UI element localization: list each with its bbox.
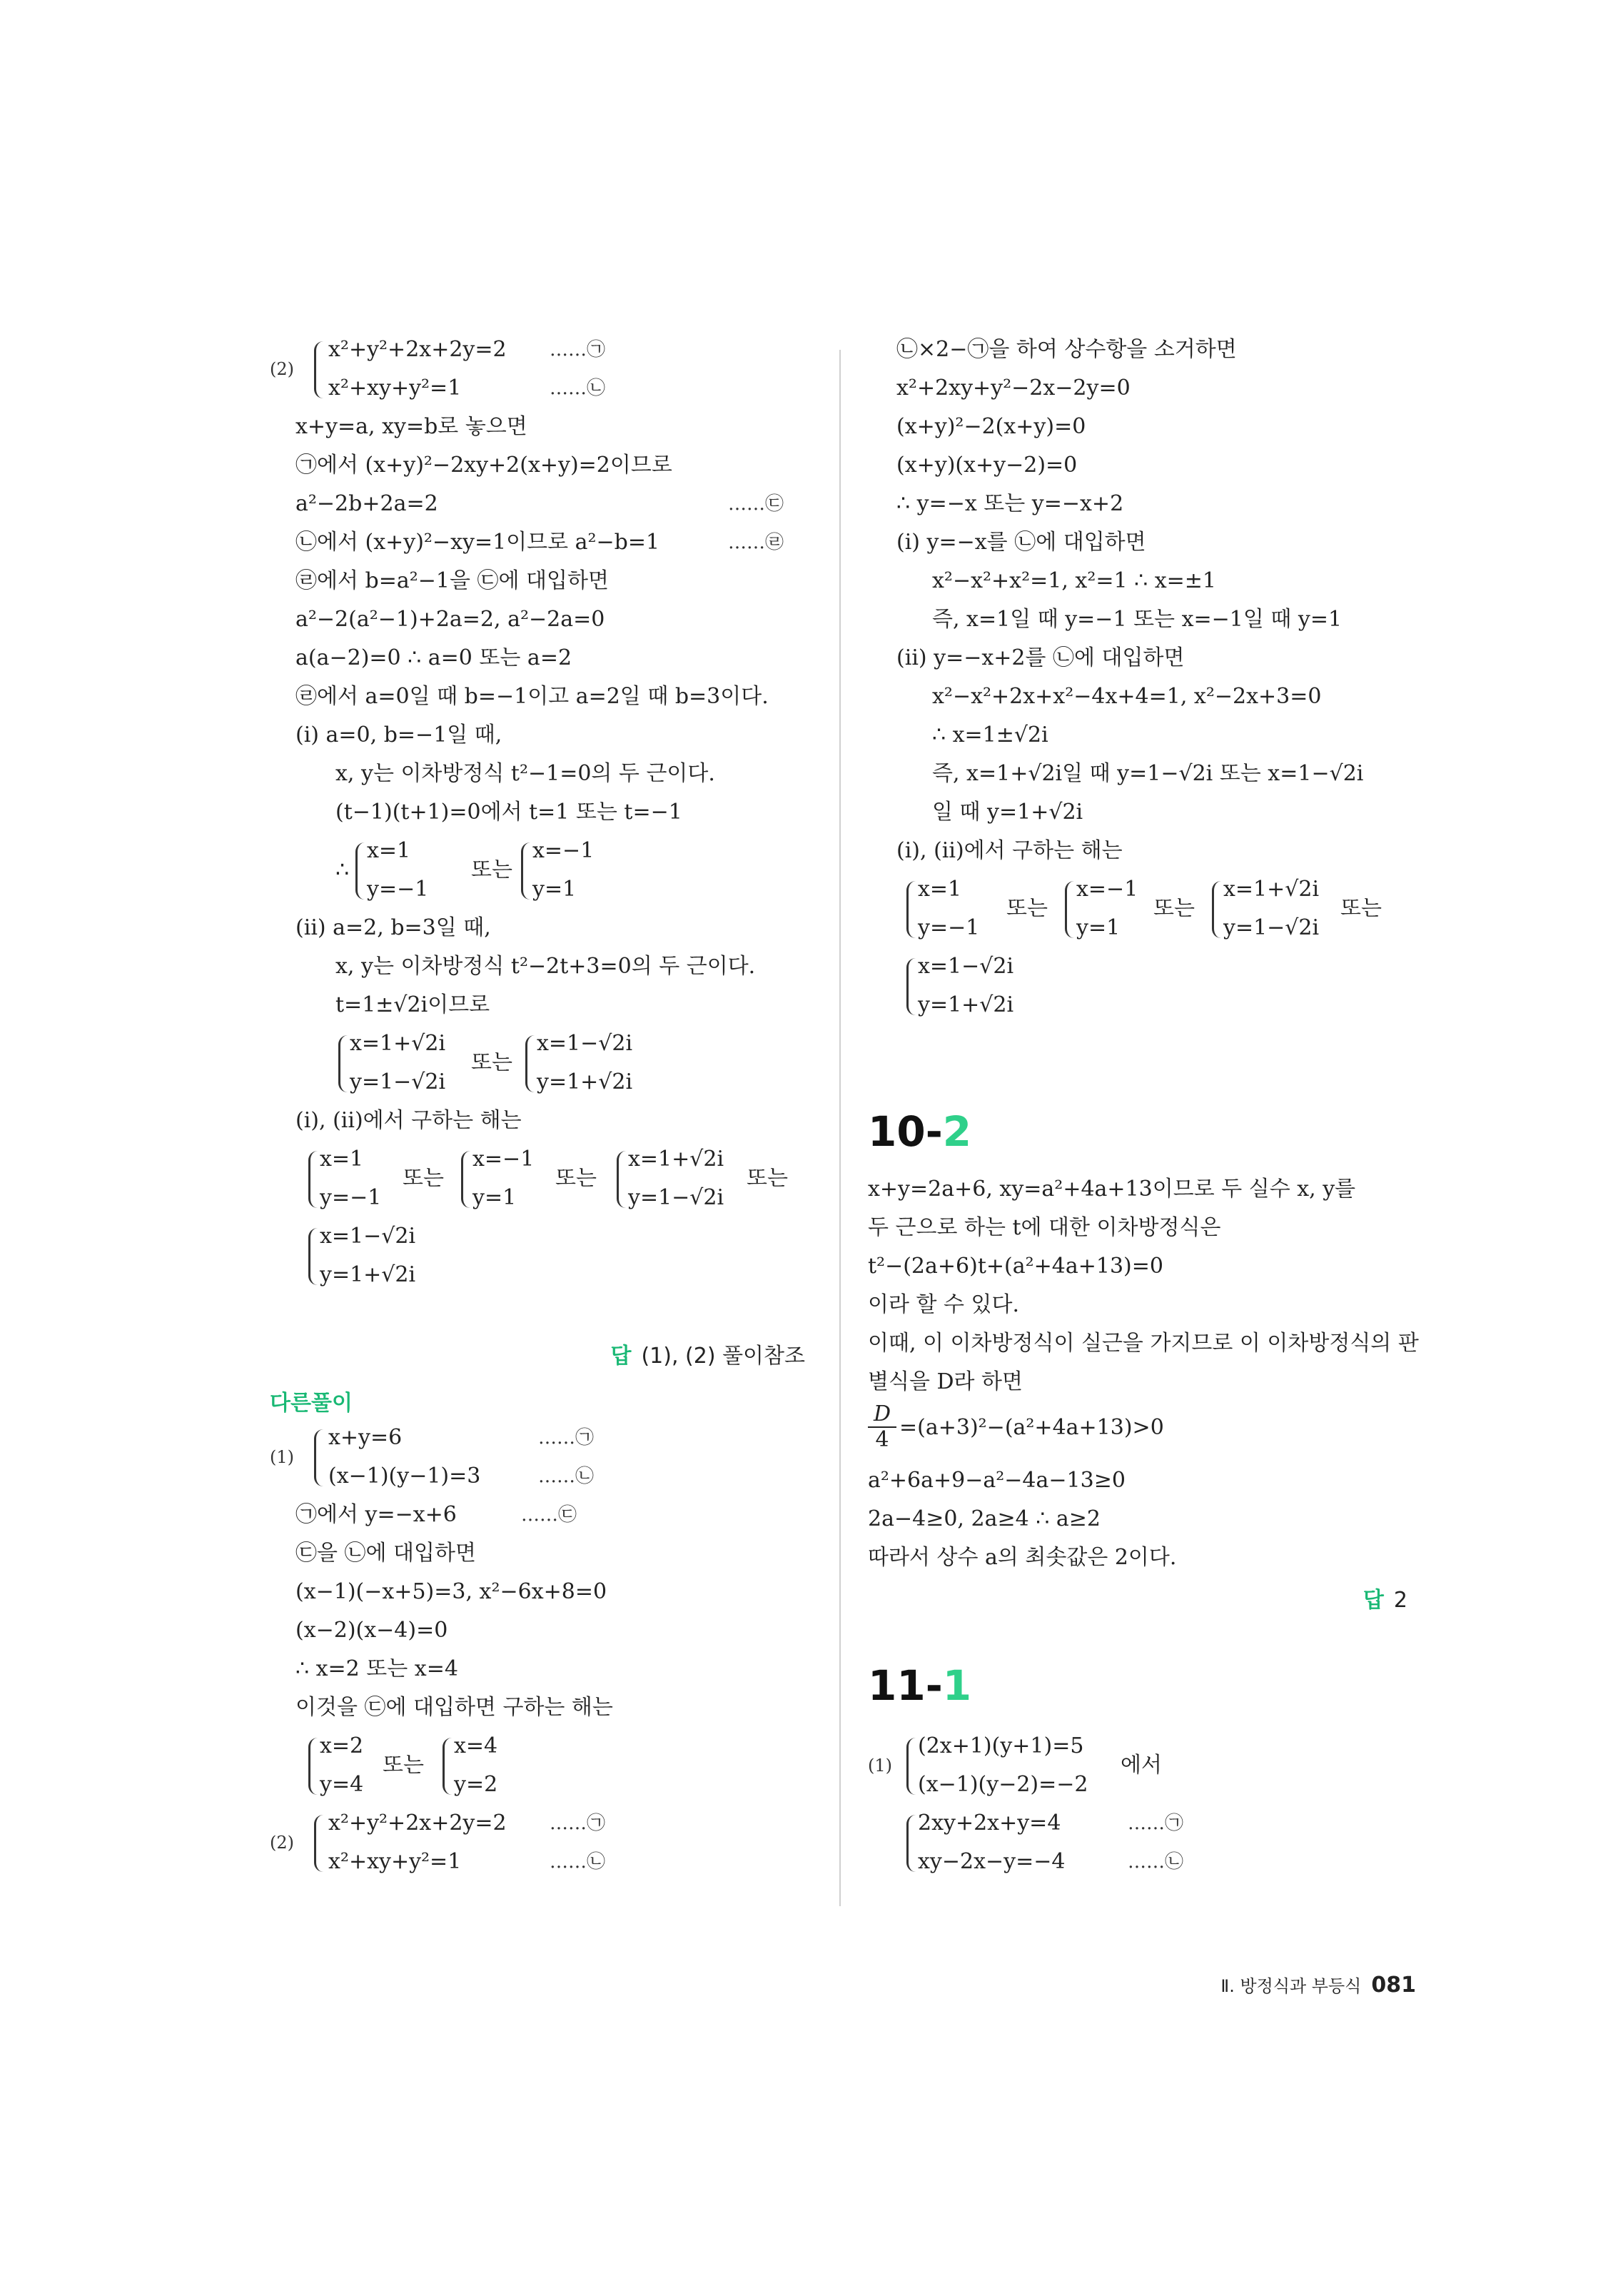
math-line: (x−1)(−x+5)=3, x²−6x+8=0 [295,1579,607,1604]
math-line: x=1−√2i [537,1031,633,1056]
brace [906,958,916,1015]
math-line: y=−1 [918,915,980,940]
math-line: y=1+√2i [918,992,1014,1017]
or-label: 또는 [555,1166,597,1191]
equation-mark: ……㉡ [550,378,606,399]
or-label: 또는 [1153,896,1195,921]
section-number: 10- [868,1107,943,1156]
math-line: 이라 할 수 있다. [868,1292,1020,1317]
math-line: 일 때 y=1+√2i [932,800,1083,825]
math-line: x²+y²+2x+2y=2 [328,1811,507,1836]
math-line: 이때, 이 이차방정식이 실근을 가지므로 이 이차방정식의 판 [868,1331,1419,1356]
math-line: x²+2xy+y²−2x−2y=0 [896,376,1131,401]
or-label: 또는 [747,1166,788,1191]
chapter-title: Ⅱ. 방정식과 부등식 [1220,1976,1362,1996]
answer-text: (1), (2) 풀이참조 [641,1344,805,1369]
brace [314,1429,323,1486]
fraction-d-over-4 [868,1402,896,1452]
math-line: (x−1)(y−2)=−2 [918,1772,1088,1797]
math-line: y=2 [454,1772,498,1797]
column-divider [839,350,841,1906]
brace [338,1035,348,1092]
math-line: x+y=a, xy=b로 놓으면 [295,414,527,439]
math-line: (ⅰ), (ⅱ)에서 구하는 해는 [896,838,1123,863]
therefore-symbol: ∴ [335,857,350,882]
math-line: xy−2x−y=−4 [918,1849,1066,1874]
brace [1212,881,1221,938]
math-line: (ⅰ) a=0, b=−1일 때, [295,722,502,747]
brace [521,842,530,900]
answer-line [1363,1582,1407,1613]
or-label: 또는 [471,857,512,882]
brace [461,1151,470,1208]
answer-label: 답 [610,1344,632,1369]
math-line: a²−2(a²−1)+2a=2, a²−2a=0 [295,607,605,632]
section-title-10-2 [868,1107,971,1157]
brace [525,1035,535,1092]
math-line: y=1−√2i [628,1185,724,1210]
math-line: y=1 [472,1185,517,1210]
math-line: y=−1 [367,877,429,902]
math-line: ∴ x=2 또는 x=4 [295,1656,458,1681]
section-title-11-1 [868,1661,971,1711]
math-line: (ⅱ) a=2, b=3일 때, [295,915,491,940]
answer-text: 2 [1393,1588,1407,1613]
math-line: y=−1 [320,1185,382,1210]
math-line: x=2 [320,1733,364,1758]
math-line: a²+6a+9−a²−4a−13≥0 [868,1468,1126,1493]
math-line: x=1−√2i [918,954,1014,979]
math-line: y=1−√2i [350,1069,446,1094]
brace [906,1738,916,1795]
math-line: y=1 [1076,915,1121,940]
math-line: x=1 [367,838,411,863]
math-line: (t−1)(t+1)=0에서 t=1 또는 t=−1 [335,800,682,825]
equation-mark: ……㉠ [1128,1813,1184,1834]
math-line: ㉠에서 (x+y)²−2xy+2(x+y)=2이므로 [295,453,672,478]
math-line: 2a−4≥0, 2a≥4 ∴ a≥2 [868,1506,1101,1531]
math-line: x=4 [454,1733,498,1758]
math-line: x=−1 [1076,877,1138,902]
math-line: 2xy+2x+y=4 [918,1811,1061,1836]
math-line: x, y는 이차방정식 t²−2t+3=0의 두 근이다. [335,954,756,979]
equation-mark: ……㉠ [550,1813,606,1834]
math-line: x=1+√2i [1223,877,1320,902]
math-line: (ⅱ) y=−x+2를 ㉡에 대입하면 [896,645,1185,670]
alt-solution-title: 다른풀이 [270,1391,353,1416]
or-label: 또는 [383,1753,424,1778]
math-line: y=1+√2i [537,1069,633,1094]
math-line: (x−2)(x−4)=0 [295,1618,448,1643]
math-line: x=1−√2i [320,1224,416,1249]
math-line: y=4 [320,1772,364,1797]
math-line: 따라서 상수 a의 최솟값은 2이다. [868,1545,1177,1570]
math-line: x, y는 이차방정식 t²−1=0의 두 근이다. [335,761,715,786]
math-line: x=1 [918,877,962,902]
math-line: x=1+√2i [628,1147,724,1172]
problem-number: (1) [270,1447,294,1467]
math-line: y=1+√2i [320,1262,416,1287]
brace [906,881,916,938]
math-line: x=1 [320,1147,364,1172]
math-line: 이것을 ㉢에 대입하면 구하는 해는 [295,1695,613,1720]
math-line: x=−1 [472,1147,535,1172]
math-line: (ⅰ), (ⅱ)에서 구하는 해는 [295,1108,522,1133]
brace [617,1151,626,1208]
math-line: x+y=2a+6, xy=a²+4a+13이므로 두 실수 x, y를 [868,1177,1356,1202]
math-line: (ⅰ) y=−x를 ㉡에 대입하면 [896,530,1146,555]
math-line: (2x+1)(y+1)=5 [918,1733,1084,1758]
page-number: 081 [1371,1973,1416,1998]
fraction-denominator: 4 [875,1427,889,1452]
math-line: ㉡에서 (x+y)²−xy=1이므로 a²−b=1 [295,530,660,555]
section-subnumber: 1 [942,1661,972,1710]
math-line: a²−2b+2a=2 [295,491,438,516]
math-line: x+y=6 [328,1425,403,1450]
brace [308,1228,318,1285]
math-line: t=1±√2i이므로 [335,992,490,1017]
section-number: 11- [868,1661,943,1710]
brace [443,1738,452,1795]
math-line: x=1+√2i [350,1031,446,1056]
math-line: (x−1)(y−1)=3 [328,1464,481,1489]
equation-mark: ……㉡ [1128,1851,1184,1873]
equation-mark: ……㉢ [521,1504,577,1526]
math-line: ∴ x=1±√2i [932,722,1048,747]
brace [308,1738,318,1795]
problem-number: (2) [270,1833,294,1853]
math-line: (x+y)(x+y−2)=0 [896,453,1078,478]
math-line: 두 근으로 하는 t에 대한 이차방정식은 [868,1215,1221,1240]
answer-line [610,1338,805,1369]
math-line: a(a−2)=0 ∴ a=0 또는 a=2 [295,645,572,670]
math-line: x²−x²+x²=1, x²=1 ∴ x=±1 [932,568,1217,593]
problem-number: (2) [270,359,294,379]
math-line: ㉠에서 y=−x+6 [295,1502,457,1527]
equation-mark: ……㉠ [538,1427,595,1449]
math-line: ㉡×2−㉠을 하여 상수항을 소거하면 [896,337,1237,362]
math-line: y=1 [532,877,577,902]
math-line: 에서 [1121,1753,1162,1778]
brace [308,1151,318,1208]
math-line: x=−1 [532,838,595,863]
or-label: 또는 [1006,896,1048,921]
math-line: y=1−√2i [1223,915,1320,940]
brace [314,341,323,398]
equation-mark: ……㉡ [550,1851,606,1873]
math-line: x²+xy+y²=1 [328,1849,462,1874]
section-subnumber: 2 [942,1107,972,1156]
math-line: x²+xy+y²=1 [328,376,462,401]
page-footer [1220,1972,1416,1998]
math-line: (x+y)²−2(x+y)=0 [896,414,1086,439]
brace [906,1815,916,1872]
math-line: x²−x²+2x+x²−4x+4=1, x²−2x+3=0 [932,684,1322,709]
equation-mark: ……㉠ [550,339,606,361]
math-line: ㉢을 ㉡에 대입하면 [295,1541,476,1566]
math-line: ∴ y=−x 또는 y=−x+2 [896,491,1124,516]
math-line: ㉣에서 b=a²−1을 ㉢에 대입하면 [295,568,609,593]
math-line: 별식을 D라 하면 [868,1369,1023,1394]
or-label: 또는 [1340,896,1382,921]
brace [1065,881,1074,938]
problem-number: (1) [868,1756,892,1776]
math-line: t²−(2a+6)t+(a²+4a+13)=0 [868,1254,1163,1279]
equation-mark: ……㉡ [538,1466,595,1487]
fraction-numerator: D [868,1402,896,1428]
brace [355,842,365,900]
answer-label: 답 [1362,1588,1384,1613]
math-line: 즉, x=1+√2i일 때 y=1−√2i 또는 x=1−√2i [932,761,1364,786]
equation-mark: ……㉣ [728,532,784,553]
brace [314,1815,323,1872]
math-line: ㉣에서 a=0일 때 b=−1이고 a=2일 때 b=3이다. [295,684,769,709]
math-line: 즉, x=1일 때 y=−1 또는 x=−1일 때 y=1 [932,607,1343,632]
or-label: 또는 [403,1166,444,1191]
or-label: 또는 [471,1050,512,1075]
math-line: =(a+3)²−(a²+4a+13)>0 [899,1415,1164,1440]
math-line: x²+y²+2x+2y=2 [328,337,507,362]
equation-mark: ……㉢ [728,493,784,515]
